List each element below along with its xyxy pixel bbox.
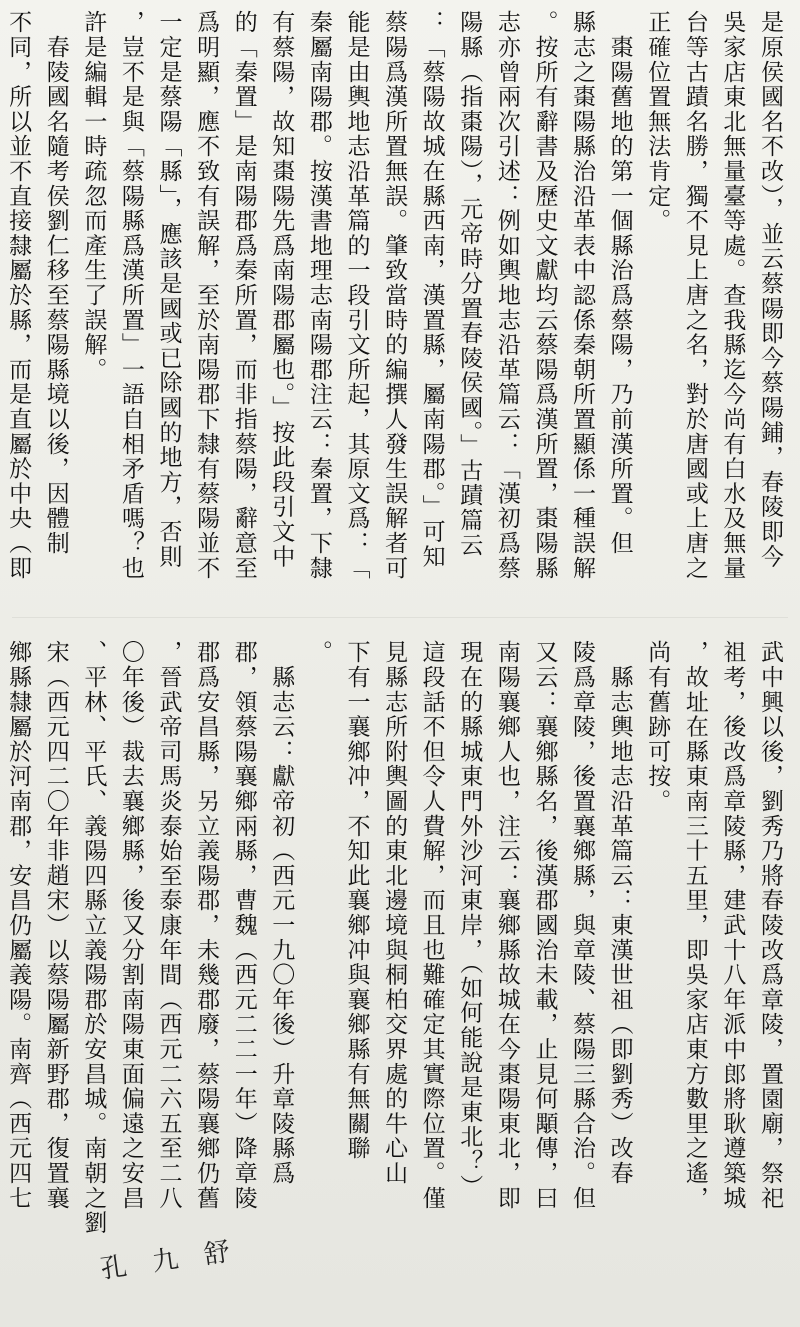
text-column: 有蔡陽，故知棗陽先爲南陽郡屬也。」按此段引文中 [268,10,295,569]
text-column: 陵爲章陵，後置襄鄉縣，與章陵、蔡陽三縣合治。但 [569,640,596,1211]
text-column: 尚有舊跡可按。 [644,640,671,814]
text-column: 。 [305,640,332,665]
text-column: 是原侯國名不改），並云蔡陽即今蔡陽鋪，春陵即今 [757,10,783,569]
text-column: 的「秦置」是南陽郡爲秦所置，而非指蔡陽，辭意至 [230,10,257,581]
text-column: ，故址在縣東南三十五里，即吳家店東方數里之遙， [681,640,708,1211]
text-column: 陽縣（指棗陽），元帝時分置春陵侯國。」古蹟篇云 [456,10,483,558]
text-column: 郡爲安昌縣，另立義陽郡，未幾郡廢，蔡陽襄鄉仍舊 [193,640,220,1211]
handwritten-signature: 孔 九 舒 [98,1237,232,1285]
text-column: 武中興以後，劉秀乃將春陵改爲章陵，置園廟，祭祀 [757,640,783,1211]
text-column: ：「蔡陽故城在縣西南，漢置縣，屬南陽郡。」可知 [418,10,445,569]
text-column: 春陵國名隨考侯劉仁移至蔡陽縣境以後，因體制 [42,10,69,556]
text-column: 、平林、平氏、義陽四縣立義陽郡於安昌城。南朝之劉 [80,640,107,1236]
text-column: 又云：襄鄉縣名，後漢郡國治未載，止見何顒傳，曰 [531,640,558,1211]
text-column: 。按所有辭書及歷史文獻均云蔡陽爲漢所置，棗陽縣 [531,10,558,581]
text-column: 現在的縣城東門外沙河東岸，（如何能說是東北？） [456,640,483,1199]
text-column: 一定是蔡陽「縣」，應該是國或已除國的地方，否則 [155,10,182,569]
text-column: 許是編輯一時疏忽而產生了誤解。 [80,10,107,382]
text-column: 吳家店東北無量臺等處。查我縣迄今尚有白水及無量 [719,10,746,581]
text-column: 郡，領蔡陽襄鄉兩縣，曹魏（西元二二一年）降章陵 [230,640,257,1211]
lower-text-block [0,640,788,1280]
text-column: 蔡陽爲漢所置無誤。肇致當時的編撰人發生誤解者可 [381,10,408,581]
text-column: 見縣志所附輿圖的東北邊境與桐柏交界處的牛心山 [381,640,408,1186]
text-column: ，晉武帝司馬炎泰始至泰康年間（西元二六五至二八 [155,640,182,1211]
text-column: 下有一襄鄉冲，不知此襄鄉冲與襄鄉縣有無關聯 [343,640,370,1161]
text-column: 不同，所以並不直接隸屬於縣，而是直屬於中央（即 [5,10,32,581]
text-column: ，豈不是與「蔡陽縣爲漢所置」一語自相矛盾嗎？也 [117,10,144,581]
text-column: 台等古蹟名勝，獨不見上唐之名，對於唐國或上唐之 [681,10,708,581]
text-column: 這段話不但令人費解，而且也難確定其實際位置。僅 [418,640,445,1211]
text-column: 縣志輿地志沿革篇云：東漢世祖（即劉秀）改春 [606,640,633,1186]
text-column: 〇年後）裁去襄鄉縣，後又分割南陽東面偏遠之安昌 [117,640,144,1211]
text-column: 鄉縣隸屬於河南郡，安昌仍屬義陽。南齊（西元四七 [5,640,32,1211]
text-column: 能是由輿地志沿革篇的一段引文所起，其原文爲：「 [343,10,370,581]
section-divider [12,617,788,618]
text-column: 宋（西元四二〇年非趙宋）以蔡陽屬新野郡，復置襄 [42,640,69,1211]
text-column: 棗陽舊地的第一個縣治爲蔡陽，乃前漢所置。但 [606,10,633,556]
text-column: 縣志之棗陽縣治沿革表中認係秦朝所置顯係一種誤解 [569,10,596,581]
text-column: 正確位置無法肯定。 [644,10,671,234]
upper-text-block [0,10,788,600]
text-column: 縣志云：獻帝初（西元一九〇年後）升章陵縣爲 [268,640,295,1186]
text-column: 志亦曾兩次引述：例如輿地志沿革篇云：「漢初爲蔡 [493,10,520,581]
text-column: 南陽襄鄉人也，注云：襄鄉縣故城在今棗陽東北，即 [493,640,520,1211]
text-column: 祖考，後改爲章陵縣，建武十八年派中郎將耿遵築城 [719,640,746,1211]
text-column: 秦屬南陽郡。按漢書地理志南陽郡注云：秦置，下隸 [305,10,332,581]
text-column: 爲明顯，應不致有誤解，至於南陽郡下隸有蔡陽並不 [193,10,220,581]
